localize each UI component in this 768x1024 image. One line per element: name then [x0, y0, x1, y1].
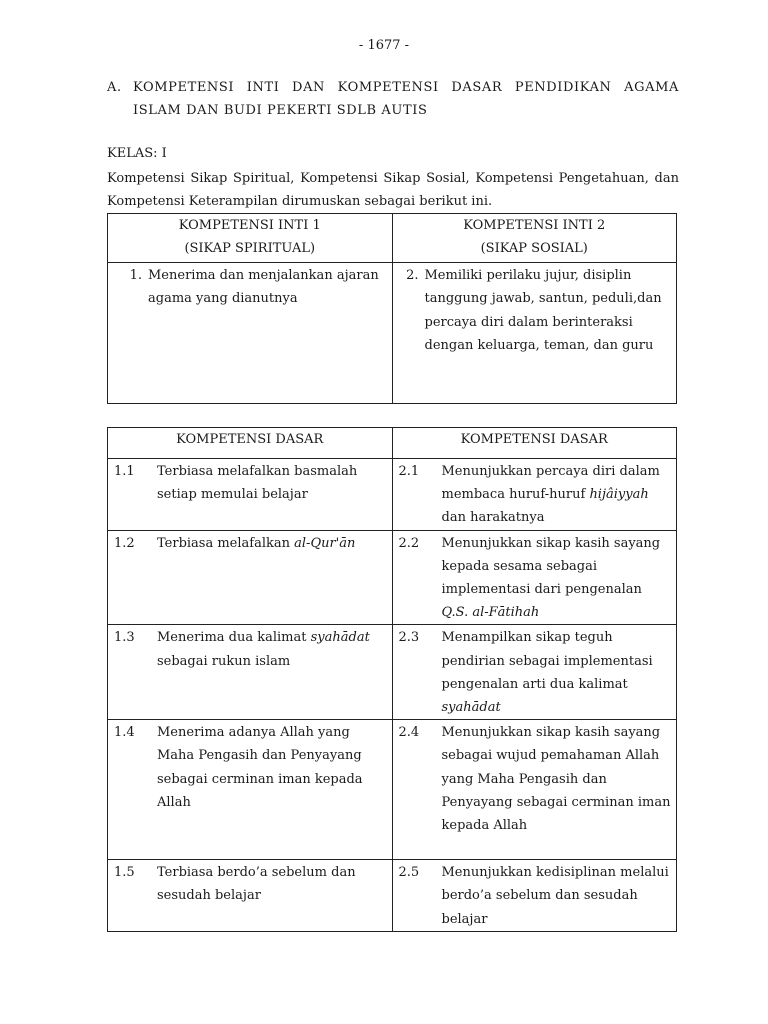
class-label: KELAS: I [107, 146, 167, 161]
kd-cell-left [108, 530, 393, 625]
kd-header-right: KOMPETENSI DASAR [392, 428, 677, 459]
kd-text-segment: Menerima adanya Allah yang Maha Pengasih dan Penyayang sebagai cerminan iman kepada Allah [157, 725, 363, 810]
section-heading [107, 76, 679, 122]
kd-term-italic: syahādat [441, 700, 501, 716]
kd-number: 1.5 [114, 865, 135, 881]
ki1-header [108, 214, 393, 263]
kd-cell-right [392, 625, 677, 720]
kd-row [108, 530, 677, 625]
kd-header-left: KOMPETENSI DASAR [108, 428, 393, 459]
kd-number: 1.3 [114, 630, 135, 646]
ki2-subtitle: (SIKAP SOSIAL) [480, 241, 588, 256]
kd-number: 2.3 [398, 630, 420, 646]
kd-text [442, 532, 677, 625]
kd-cell-right [392, 860, 677, 932]
ki2-text: Memiliki perilaku jujur, disiplin tanggung jawab, santun, peduli,dan percaya diri dalam berinteraksi dengan keluarga, teman, dan guru [424, 268, 662, 353]
section-title: KOMPETENSI INTI DAN KOMPETENSI DASAR PENDIDIKAN AGAMA ISLAM DAN BUDI PEKERTI SDLB AUTIS [133, 80, 679, 118]
kd-cell-left [108, 625, 393, 720]
ki2-title: KOMPETENSI INTI 2 [463, 218, 606, 233]
kd-text-segment: Menampilkan sikap teguh pendirian sebagai implementasi pengenalan arti dua kalimat [441, 630, 653, 692]
kd-text [442, 861, 677, 931]
kd-text [442, 460, 677, 530]
kd-text [157, 721, 392, 814]
kd-text-segment: Menunjukkan kedisiplinan melalui berdo’a sebelum dan sesudah belajar [441, 865, 669, 927]
kd-text-segment: Terbiasa melafalkan basmalah setiap memulai belajar [157, 464, 358, 503]
page-number: - 1677 - [358, 38, 410, 53]
kd-text [157, 460, 392, 506]
ki1-number: 1. [129, 268, 142, 283]
ki2-cell [392, 263, 677, 404]
kd-term-italic: hijâiyyah [589, 487, 649, 503]
kd-row [108, 459, 677, 531]
kd-term-italic: syahādat [310, 630, 370, 646]
section-marker: A. [107, 80, 122, 95]
kd-text-segment: Menunjukkan percaya diri dalam membaca huruf-huruf [441, 464, 660, 503]
ki-header-row [108, 214, 677, 263]
ki1-cell [108, 263, 393, 404]
kd-row [108, 860, 677, 932]
kd-text [442, 626, 677, 719]
kd-number: 1.4 [114, 725, 135, 741]
kd-cell-left [108, 459, 393, 531]
kd-text-segment: Menunjukkan sikap kasih sayang sebagai wujud pemahaman Allah yang Maha Pengasih dan Penyayang sebagai cerminan iman kepada Allah [441, 725, 671, 834]
kd-text-segment: Menerima dua kalimat [157, 630, 311, 646]
kd-number: 1.2 [114, 535, 135, 551]
kd-cell-right [392, 720, 677, 860]
ki2-number: 2. [406, 268, 419, 283]
kd-text [157, 626, 392, 672]
kd-row [108, 625, 677, 720]
intro-paragraph: Kompetensi Sikap Spiritual, Kompetensi Sikap Sosial, Kompetensi Pengetahuan, dan Kompetensi Keterampilan dirumuskan sebagai berikut ini. [107, 171, 679, 209]
kd-text [157, 861, 392, 907]
kd-header-row [108, 428, 677, 459]
kd-number: 2.5 [398, 865, 420, 881]
kd-text-segment: Menunjukkan sikap kasih sayang kepada sesama sebagai implementasi dari pengenalan [441, 535, 661, 598]
kd-number: 1.1 [114, 464, 135, 479]
kd-row [108, 720, 677, 860]
basic-competency-table [107, 427, 677, 932]
core-competency-table [107, 213, 677, 404]
ki2-header [392, 214, 677, 263]
kd-text [442, 721, 677, 837]
kd-text-segment: Terbiasa melafalkan [157, 535, 295, 551]
kd-text-segment: Terbiasa berdo’a sebelum dan sesudah belajar [157, 865, 356, 904]
kd-text-segment: dan harakatnya [441, 510, 545, 526]
ki1-title: KOMPETENSI INTI 1 [178, 218, 321, 233]
kd-cell-left [108, 720, 393, 860]
kd-number: 2.4 [398, 725, 420, 741]
kd-number: 2.2 [398, 535, 420, 551]
kd-number: 2.1 [398, 464, 420, 479]
ki1-subtitle: (SIKAP SPIRITUAL) [184, 241, 316, 256]
ki1-text: Menerima dan menjalankan ajaran agama yang dianutnya [148, 268, 379, 307]
kd-text [157, 532, 392, 555]
kd-term-italic: al-Qur'ān [294, 535, 356, 551]
kd-text-segment: sebagai rukun islam [157, 653, 291, 669]
kd-cell-right [392, 530, 677, 625]
ki-content-row [108, 263, 677, 404]
kd-cell-left [108, 860, 393, 932]
kd-cell-right [392, 459, 677, 531]
kd-term-italic: Q.S. al-Fātihah [441, 605, 540, 621]
